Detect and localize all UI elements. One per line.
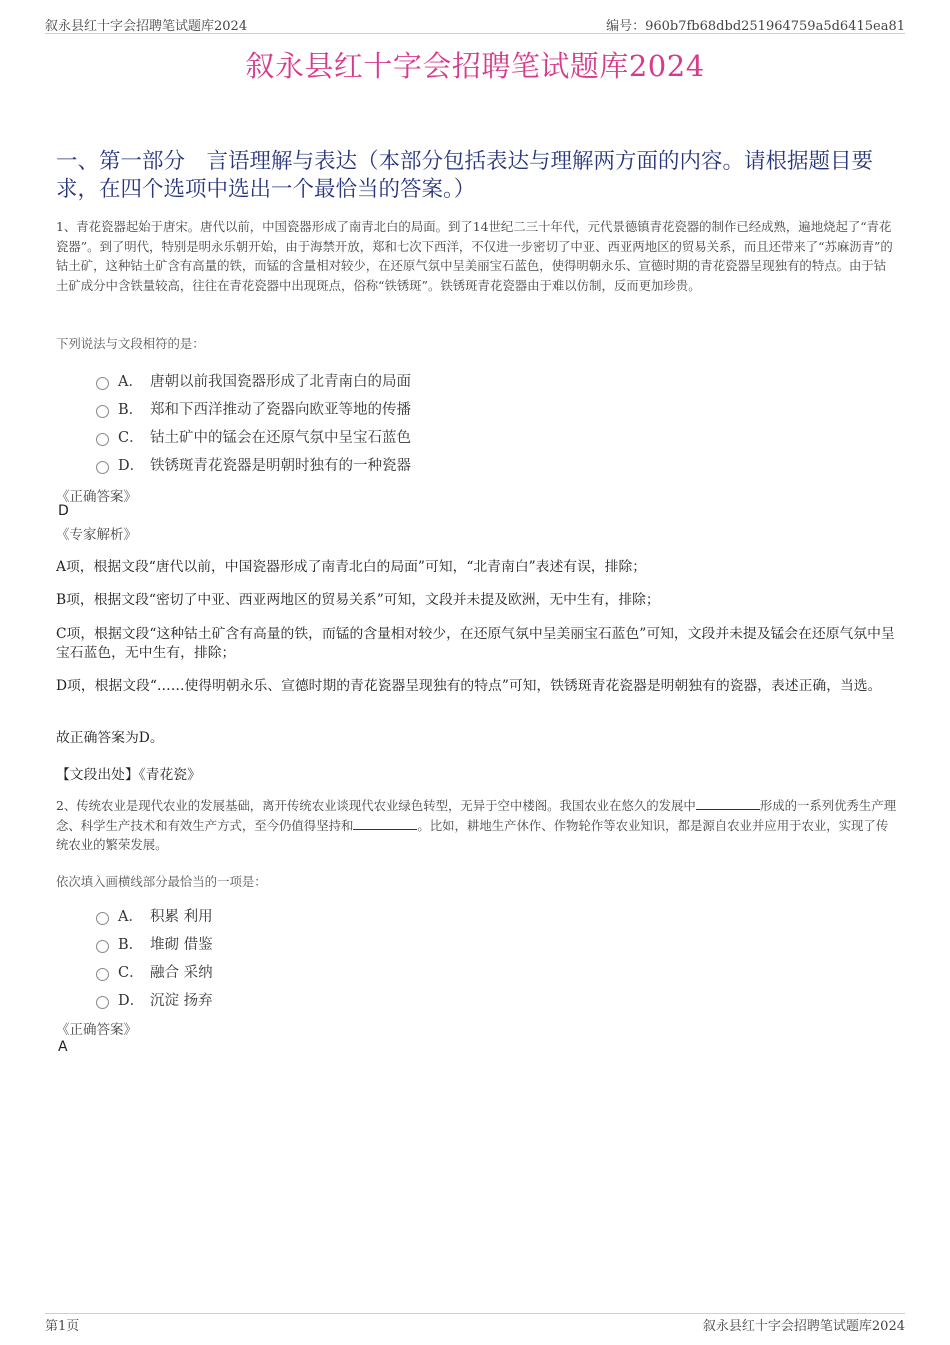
q1-analysis-label: 《专家解析》	[56, 527, 137, 543]
q2-passage-part1: 2、传统农业是现代农业的发展基础，离开传统农业谈现代农业绿色转型，无异于空中楼阁。我国农业在悠久的发展中	[56, 798, 696, 813]
q1-passage: 1、青花瓷器起始于唐宋。唐代以前，中国瓷器形成了南青北白的局面。到了14世纪二三十年代，元代景德镇青花瓷器的制作已经成熟，遍地烧起了“青花瓷器”。到了明代，特别是明永乐朝开始，由于海禁开放，郑和七次下西洋，不仅进一步密切了中亚、西亚两地区的贸易关系，而且还带来了“苏麻沥青”的钴土矿，这种钴土矿含有高量的铁，而锰的含量相对较少，在还原气氛中呈美丽宝石蓝色，使得明朝永乐、宣德时期的青花瓷器呈现独有的特点。由于钴土矿成分中含铁量较高，往往在青花瓷器中出现斑点，俗称“铁锈斑”。铁锈斑青花瓷器由于难以仿制，反而更加珍贵。	[56, 219, 893, 293]
q2-option-c[interactable]	[96, 957, 796, 985]
footer-doc-name: 叙永县红十字会招聘笔试题库2024	[702, 1319, 905, 1334]
q2-options	[96, 901, 796, 1013]
radio-icon[interactable]	[96, 377, 109, 390]
option-text: 钴土矿中的锰会在还原气氛中呈宝石蓝色	[150, 429, 411, 446]
header-doc-id: 编号：960b7fb68dbd251964759a5d6415ea81	[606, 19, 905, 34]
q1-analysis-c: C项，根据文段“这种钴土矿含有高量的铁，而锰的含量相对较少，在还原气氛中呈美丽宝石蓝色”可知，文段并未提及锰会在还原气氛中呈宝石蓝色，无中生有，排除；	[56, 626, 895, 661]
option-letter: D．	[118, 992, 145, 1009]
radio-icon[interactable]	[96, 912, 109, 925]
fill-blank-2	[353, 818, 417, 830]
option-letter: D．	[118, 457, 145, 474]
page-number: 第1页	[45, 1319, 80, 1334]
q2-option-d[interactable]	[96, 985, 796, 1013]
q2-answer-label: 《正确答案》	[56, 1022, 137, 1038]
option-letter: C．	[118, 429, 144, 446]
q2-option-a[interactable]	[96, 901, 796, 929]
section-heading: 一、第一部分 言语理解与表达（本部分包括表达与理解两方面的内容。请根据题目要求，在四个选项中选出一个最恰当的答案。）	[56, 149, 874, 202]
radio-icon[interactable]	[96, 405, 109, 418]
radio-icon[interactable]	[96, 940, 109, 953]
q2-prompt: 依次填入画横线部分最恰当的一项是：	[56, 874, 267, 889]
option-letter: B．	[118, 936, 144, 953]
page-header	[45, 14, 905, 34]
q1-prompt: 下列说法与文段相符的是：	[56, 336, 205, 351]
q1-source: 【文段出处】《青花瓷》	[56, 767, 201, 783]
option-text: 积累 利用	[150, 908, 213, 925]
option-text: 铁锈斑青花瓷器是明朝时独有的一种瓷器	[150, 457, 411, 474]
option-text: 融合 采纳	[150, 964, 213, 981]
q1-analysis-d: D项，根据文段“……使得明朝永乐、宣德时期的青花瓷器呈现独有的特点”可知，铁锈斑青花瓷器是明朝独有的瓷器，表述正确，当选。	[56, 678, 882, 694]
option-text: 堆砌 借鉴	[150, 936, 213, 953]
q2-answer: A	[58, 1039, 68, 1055]
q1-analysis-b: B项，根据文段“密切了中亚、西亚两地区的贸易关系”可知，文段并未提及欧洲，无中生有，排除；	[56, 592, 660, 608]
fill-blank-1	[696, 798, 760, 810]
q1-analysis-a: A项，根据文段“唐代以前，中国瓷器形成了南青北白的局面”可知，“北青南白”表述有误，排除；	[56, 559, 647, 575]
option-letter: A．	[118, 373, 143, 390]
q1-answer-label: 《正确答案》	[56, 489, 137, 505]
q1-analysis-conclusion: 故正确答案为D。	[56, 730, 164, 746]
q1-answer: D	[58, 503, 69, 519]
radio-icon[interactable]	[96, 996, 109, 1009]
radio-icon[interactable]	[96, 461, 109, 474]
q1-options	[96, 366, 796, 478]
radio-icon[interactable]	[96, 968, 109, 981]
header-doc-name: 叙永县红十字会招聘笔试题库2024	[45, 19, 248, 34]
radio-icon[interactable]	[96, 433, 109, 446]
option-letter: B．	[118, 401, 144, 418]
q1-option-d[interactable]	[96, 450, 796, 478]
q2-passage-part3: 。比如，耕地生产休作、作物轮作等农业知识，都是源自农业并应用于农业，实现了传统农业的繁荣发展。	[56, 817, 889, 852]
q1-option-b[interactable]	[96, 394, 796, 422]
document-title: 叙永县红十字会招聘笔试题库2024	[245, 49, 705, 83]
option-letter: A．	[118, 908, 143, 925]
q2-option-b[interactable]	[96, 929, 796, 957]
q2-passage-part2: 形成的一系列优秀生产理念、科学生产技术和有效生产方式，至今仍值得坚持和	[56, 798, 897, 833]
page-footer	[45, 1313, 905, 1333]
option-text: 沉淀 扬弃	[150, 992, 213, 1009]
q2-passage	[56, 796, 898, 855]
q1-option-c[interactable]	[96, 422, 796, 450]
q1-option-a[interactable]	[96, 366, 796, 394]
option-text: 唐朝以前我国瓷器形成了北青南白的局面	[150, 373, 411, 390]
option-letter: C．	[118, 964, 144, 981]
option-text: 郑和下西洋推动了瓷器向欧亚等地的传播	[150, 401, 411, 418]
